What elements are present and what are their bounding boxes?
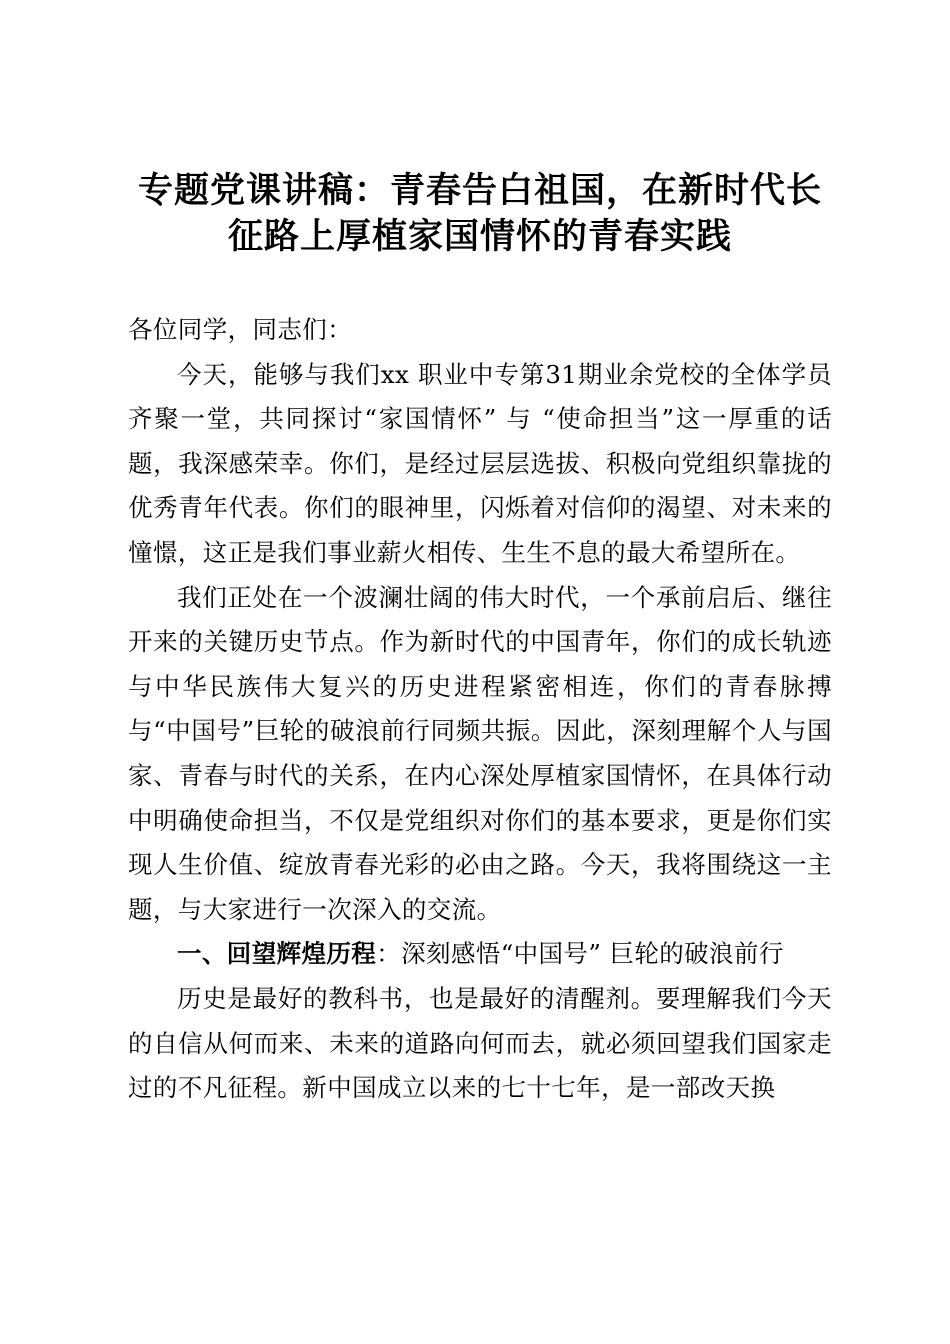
section-heading-title: 一、回望辉煌历程 — [177, 939, 377, 969]
paragraph-intro: 今天，能够与我们xx 职业中专第31期业余党校的全体学员齐聚一堂，共同探讨“家国情怀” 与 “使命担当”这一厚重的话题，我深感荣幸。你们，是经过层层选拔、积极向党组织靠拢的优秀青年代表。你们的眼神里，闪烁着对信仰的渴望、对未来的憧憬，这正是我们事业薪火相传、生生不息的最大希望所在。 — [128, 359, 832, 567]
paragraph-history: 历史是最好的教科书，也是最好的清醒剂。要理解我们今天的自信从何而来、未来的道路向何而去，就必须回望我们国家走过的不凡征程。新中国成立以来的七十七年，是一部改天换 — [128, 983, 832, 1103]
salutation: 各位同学，同志们： — [128, 315, 353, 344]
section-heading — [128, 932, 832, 977]
document-title: 专题党课讲稿：青春告白祖国，在新时代长征路上厚植家国情怀的青春实践 — [137, 171, 822, 257]
paragraph-era: 我们正处在一个波澜壮阔的伟大时代，一个承前启后、继往开来的关键历史节点。作为新时代的中国青年，你们的成长轨迹与中华民族伟大复兴的历史进程紧密相连，你们的青春脉搏与“中国号”巨轮的破浪前行同频共振。因此，深刻理解个人与国家、青春与时代的关系，在内心深处厚植家国情怀，在具体行动中明确使命担当，不仅是党组织对你们的基本要求，更是你们实现人生价值、绽放青春光彩的必由之路。今天，我将围绕这一主题，与大家进行一次深入的交流。 — [128, 582, 832, 924]
section-heading-subtitle: ：深刻感悟“中国号” 巨轮的破浪前行 — [376, 939, 784, 969]
document-body — [128, 308, 832, 1111]
